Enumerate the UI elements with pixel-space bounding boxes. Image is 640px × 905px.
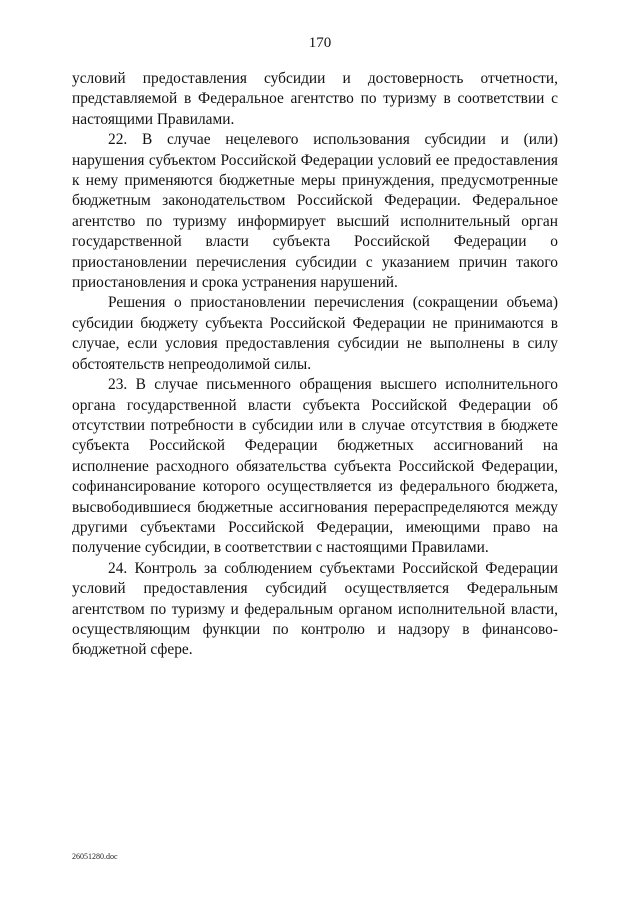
page-number: 170: [308, 35, 332, 51]
paragraph-suspension-decision: Решения о приостановлении перечисления (сокращении объема) субсидии бюджету субъекта Российской Федерации не принимаются в случае, если условия предоставления субсидии не выполнены в силу обстоятельств непреодолимой силы.: [72, 294, 558, 373]
paragraph-clause-24: 24. Контроль за соблюдением субъектами Российской Федерации условий предоставления субсидий осуществляется Федеральным агентством по туризму и федеральным органом исполнительной власти, осуществляющим функции по контролю и надзору в финансово-бюджетной сфере.: [72, 559, 558, 659]
paragraph-continuation: условий предоставления субсидии и достоверность отчетности, представляемой в Федеральное агентство по туризму в соответствии с настоящими Правилами.: [72, 70, 558, 128]
document-body: [72, 69, 558, 661]
paragraph-clause-23: 23. В случае письменного обращения высшего исполнительного органа государственной власти субъекта Российской Федерации об отсутствии потребности в субсидии или в случае отсутствия в бюджете субъекта Российской Федерации бюджетных ассигнований на исполнение расходного обязательства субъекта Российской Федерации, софинансирование которого осуществляется из федерального бюджета, высвободившиеся бюджетные ассигнования перераспределяются между другими субъектами Российской Федерации, имеющими право на получение субсидии, в соответствии с настоящими Правилами.: [72, 376, 558, 557]
document-file-code: 26051280.doc: [72, 852, 118, 861]
paragraph-clause-22: 22. В случае нецелевого использования субсидии и (или) нарушения субъектом Российской Федерации условий ее предоставления к нему применяются бюджетные меры принуждения, предусмотренные бюджетным законодательством Российской Федерации. Федеральное агентство по туризму информирует высший исполнительный орган государственной власти субъекта Российской Федерации о приостановлении перечисления субсидии с указанием причин такого приостановления и срока устранения нарушений.: [72, 131, 558, 292]
